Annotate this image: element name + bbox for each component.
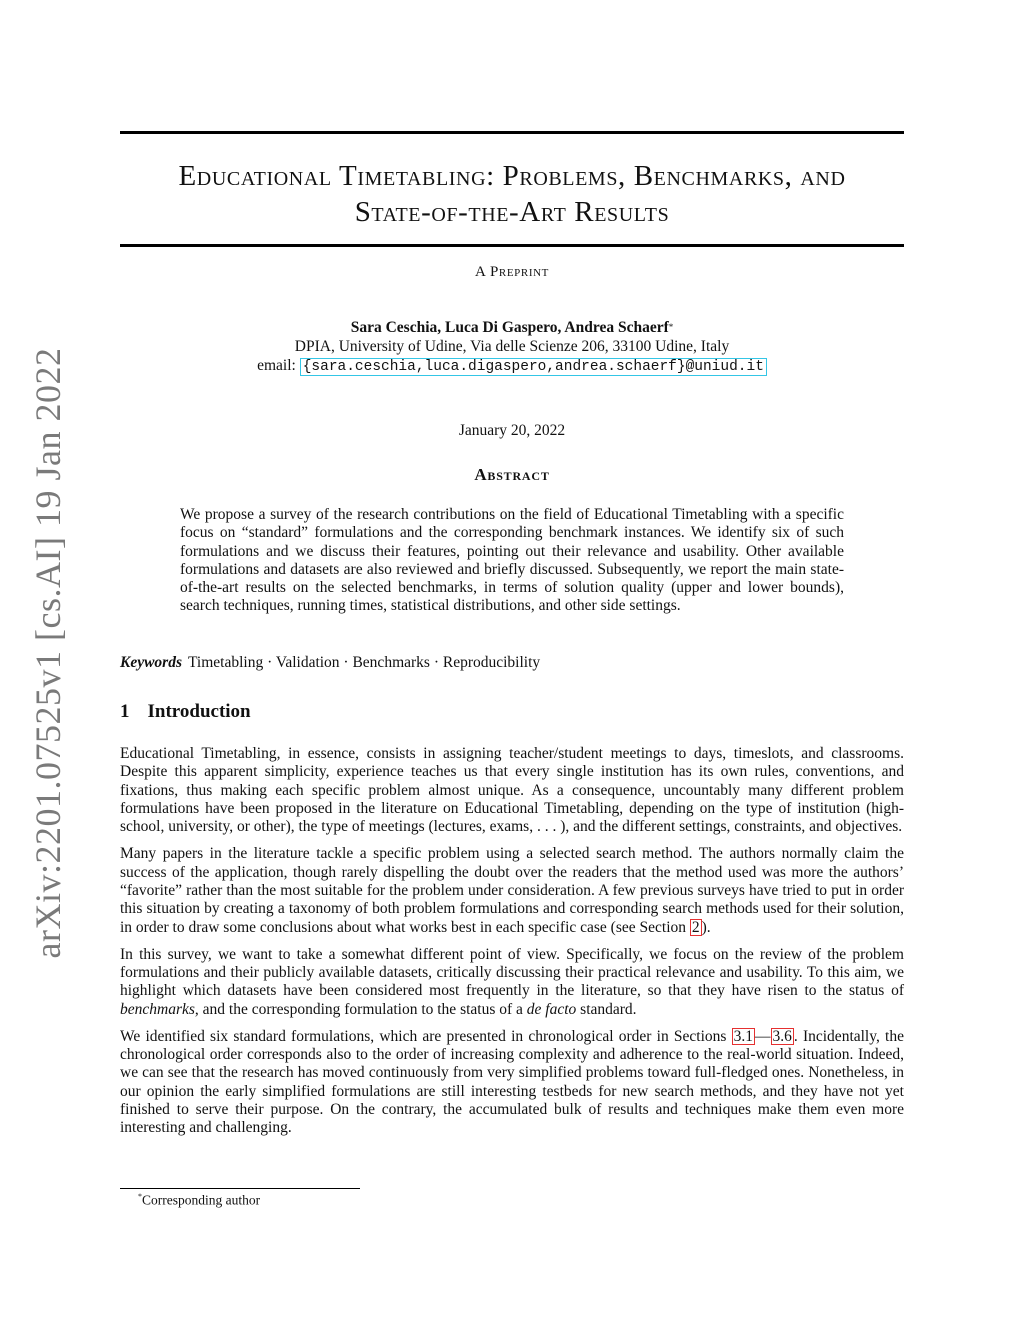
- paragraph-3-text-a: In this survey, we want to take a somewhat different point of view. Specifically, we focus on the review of the problem formulations and their publicly available datasets, critically discussing their practical relevance and usability. To this aim, we highlight which datasets have been considered most frequently in the literature, so that they have risen to the status of: [120, 945, 904, 1000]
- author-names: Sara Ceschia, Luca Di Gaspero, Andrea Schaerf: [350, 319, 669, 336]
- section-ref-link[interactable]: 3.6: [772, 1027, 792, 1045]
- paragraph-3-emphasis-1: benchmarks: [120, 1000, 195, 1018]
- paragraph-3-text-b: , and the corresponding formulation to the status of a: [194, 1000, 527, 1018]
- preprint-label: A Preprint: [475, 264, 549, 280]
- paragraph-2: [120, 845, 904, 937]
- date: January 20, 2022: [458, 422, 566, 439]
- paper-title: [120, 158, 904, 230]
- footnote-text: Corresponding author: [142, 1192, 261, 1208]
- section-heading: [120, 701, 251, 723]
- section-number: 1: [120, 701, 130, 722]
- section-ref-link[interactable]: 2: [691, 918, 700, 936]
- paragraph-4-dash: —: [755, 1027, 771, 1045]
- keywords-text: Timetabling · Validation · Benchmarks · Reproducibility: [188, 654, 541, 671]
- paragraph-1: Educational Timetabling, in essence, consists in assigning teacher/student meetings to days, timeslots, and classrooms. Despite this apparent simplicity, experience teaches us that every single institution has its own rules, conventions, and fixations, thus making each specific problem almost unique. As a consequence, uncountably many different problem formulations have been proposed in the literature on Educational Timetabling, depending on the type of institution (high-school, university, or other), the type of meetings (lectures, exams, . . . ), and the different settings, constraints, and objectives.: [120, 745, 904, 836]
- title-bottom-rule: [120, 244, 904, 247]
- author-footnote-marker: *: [668, 322, 674, 332]
- email-label: email:: [257, 357, 296, 374]
- title-line-1: Educational Timetabling: Problems, Benchmarks, and: [178, 160, 846, 192]
- abstract-heading: Abstract: [474, 465, 550, 484]
- paragraph-4-text-a: We identified six standard formulations, which are presented in chronological order in Sections: [120, 1027, 732, 1045]
- abstract-text: We propose a survey of the research contributions on the field of Educational Timetabling with a specific focus on “standard” formulations and the corresponding benchmark instances. We identify six of such formulations and we discuss their features, pointing out their relevance and usability. Other available formulations and datasets are also reviewed and briefly discussed. Subsequently, we report the main state-of-the-art results on the selected benchmarks, in terms of solution quality (upper and lower bounds), search techniques, running times, statistical distributions, and other side settings.: [180, 506, 844, 615]
- paragraph-2-end: ).: [701, 918, 711, 936]
- footnote-marker: *: [138, 1192, 142, 1201]
- email-link[interactable]: {sara.ceschia,luca.digaspero,andrea.schaerf}@uniud.it: [300, 358, 767, 376]
- keywords-label: Keywords: [120, 654, 182, 671]
- keywords: [120, 654, 904, 672]
- section-title: Introduction: [147, 701, 251, 722]
- paragraph-4-text-b: . Incidentally, the chronological order corresponds also to the order of increasing complexity and adherence to the real-world situation. Indeed, we can see that the research has moved continuously from very simplified problems toward full-fledged ones. Nonetheless, in our opinion the early simplified formulations are still interesting testbeds for new search methods, and they have not yet finished to serve their purpose. On the contrary, the accumulated bulk of results and techniques make them even more interesting and challenging.: [120, 1027, 904, 1137]
- footnote: [138, 1192, 260, 1209]
- arxiv-watermark: arXiv:2201.07525v1 [cs.AI] 19 Jan 2022: [28, 347, 68, 959]
- paragraph-4: [120, 1028, 904, 1138]
- author-block: [120, 318, 904, 376]
- affiliation: DPIA, University of Udine, Via delle Scienze 206, 33100 Udine, Italy: [294, 338, 730, 355]
- section-body: [120, 745, 904, 1146]
- paragraph-3: [120, 946, 904, 1019]
- title-line-2: State-of-the-Art Results: [354, 196, 670, 228]
- paragraph-3-emphasis-2: de facto: [526, 1000, 577, 1018]
- section-ref-link[interactable]: 3.1: [733, 1027, 754, 1045]
- footnote-rule: [120, 1188, 360, 1189]
- paragraph-2-text: Many papers in the literature tackle a specific problem using a selected search method. The authors normally claim the success of the application, though rarely dispelling the doubt over the readers that the method used was more the authors’ “favorite” rather than the most suitable for the problem under consideration. A few previous surveys have tried to put in order this situation by creating a taxonomy of both problem formulations and corresponding search methods used for their solution, in order to draw some conclusions about what works best in each specific case (see Section: [120, 845, 904, 936]
- title-top-rule: [120, 131, 904, 134]
- paragraph-3-text-c: standard.: [576, 1000, 637, 1018]
